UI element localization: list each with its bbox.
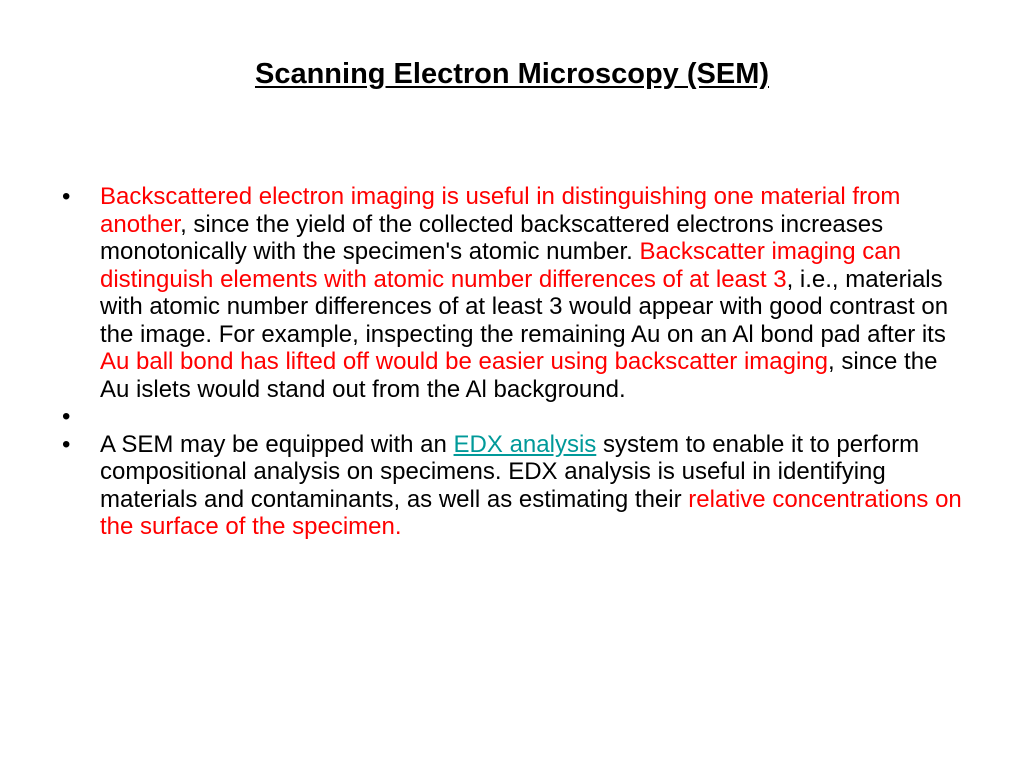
text-segment-highlight: Backscatter imaging can distinguish elements with atomic number differences of at least 3 bbox=[100, 238, 901, 293]
bullet-list bbox=[62, 183, 972, 541]
bullet-dot-icon: • bbox=[62, 403, 71, 430]
text-segment-highlight: Au ball bond has lifted off would be easier using backscatter imaging bbox=[100, 348, 829, 375]
bullet-item-empty bbox=[62, 403, 972, 431]
bullet-dot-icon: • bbox=[62, 183, 71, 210]
text-segment: A SEM may be equipped with an bbox=[100, 430, 454, 458]
text-segment-highlight: Backscattered electron imaging is useful in distinguishing one material from another bbox=[100, 183, 901, 238]
text-segment: , i.e., materials with atomic number differences of at least 3 would appear with good contrast on the image. For example, inspecting the remaining Au on an Al bond pad after its bbox=[100, 265, 949, 348]
text-segment-highlight: relative concentrations on the surface of the specimen. bbox=[100, 485, 962, 540]
slide-title: Scanning Electron Microscopy (SEM) bbox=[254, 58, 770, 90]
bullet-item-backscatter bbox=[62, 183, 972, 403]
text-segment: system to enable it to perform compositional analysis on specimens. EDX analysis is useful in identifying materials and contaminants, as well as estimating their bbox=[100, 430, 920, 513]
bullet-dot-icon: • bbox=[62, 430, 71, 458]
text-segment: , since the yield of the collected backscattered electrons increases monotonically with the specimen's atomic number. bbox=[100, 210, 884, 265]
text-segment: , since the Au islets would stand out from the Al background. bbox=[100, 348, 938, 403]
edx-analysis-link[interactable]: EDX analysis bbox=[453, 430, 597, 458]
bullet-item-edx bbox=[62, 431, 972, 541]
